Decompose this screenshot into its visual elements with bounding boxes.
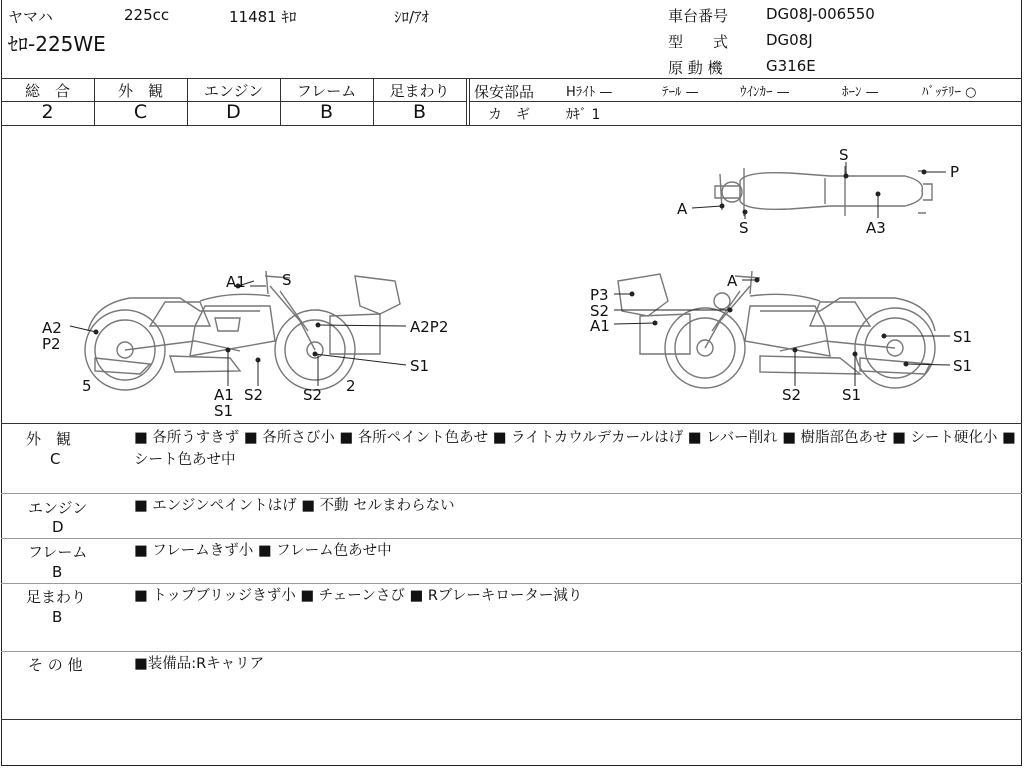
diagram-label: S1 xyxy=(410,357,430,375)
diagram-label: S1 xyxy=(842,386,862,404)
note-category-frame: フレーム xyxy=(28,543,88,561)
diagram-label: S1 xyxy=(953,357,973,375)
diagram-label: S2 xyxy=(244,386,264,404)
safety-tail: ﾃｰﾙ — xyxy=(662,85,699,100)
note-grade-frame: B xyxy=(52,563,63,581)
model-name: ｾﾛ-225WE xyxy=(8,32,106,56)
safety-battery: ﾊﾞｯﾃﾘｰ ○ xyxy=(922,85,977,100)
grade-value-suspension: B xyxy=(412,101,427,123)
key-label: カ ギ xyxy=(488,107,530,123)
diagram-label: A1 xyxy=(226,273,246,291)
divider xyxy=(1,719,1022,720)
diagram-label: A xyxy=(727,272,738,290)
note-text-exterior: ■ 各所うすきず ■ 各所さび小 ■ 各所ペイント色あせ ■ ライトカウルデカールはげ ■ レバー削れ ■ 樹脂部色あせ ■ シート硬化小 ■ シート色あせ中 xyxy=(134,430,1016,468)
type-label: 型 式 xyxy=(668,33,729,51)
grade-value-exterior: C xyxy=(133,101,148,123)
bike-top-view-icon xyxy=(715,166,932,216)
diagram-label: A xyxy=(677,200,688,218)
safety-horn: ﾎｰﾝ — xyxy=(842,85,879,100)
maker: ヤマハ xyxy=(8,8,53,26)
divider xyxy=(469,78,470,125)
diagram-label: S2 xyxy=(590,302,610,320)
note-text-frame: ■ フレームきず小 ■ フレーム色あせ中 xyxy=(134,543,392,559)
safety-label: 保安部品 xyxy=(474,83,535,101)
divider xyxy=(1,423,1022,424)
note-text-engine: ■ エンジンペイントはげ ■ 不動 セルまわらない xyxy=(134,498,455,514)
note-text-suspension: ■ トップブリッジきず小 ■ チェーンさび ■ Rブレーキローター減り xyxy=(134,588,583,604)
diagram-label: P2 xyxy=(42,335,61,353)
diagram-label: A1 xyxy=(590,317,610,335)
divider xyxy=(1,583,1022,584)
note-grade-suspension: B xyxy=(52,608,63,626)
diagram-label: S1 xyxy=(953,328,973,346)
note-category-engine: エンジン xyxy=(28,499,88,517)
grade-label-exterior: 外 観 xyxy=(117,82,163,100)
diagram-label: A1 xyxy=(214,386,234,404)
diagram-label: S xyxy=(282,271,292,289)
frame-no: DG08J-006550 xyxy=(766,5,875,23)
damage-diagram xyxy=(0,126,1024,423)
bike-right-side-icon xyxy=(618,271,935,388)
divider xyxy=(1,493,1022,494)
diagram-label: S xyxy=(839,146,849,164)
engine-value: G316E xyxy=(766,57,816,75)
diagram-label: S2 xyxy=(782,386,802,404)
safety-headlight: Hﾗｲﾄ — xyxy=(566,85,613,100)
diagram-label: A2P2 xyxy=(410,318,449,336)
diagram-label: S xyxy=(739,219,749,237)
mileage: 11481 ｷﾛ xyxy=(229,8,297,26)
grade-value-frame: B xyxy=(319,101,334,123)
diagram-label: P xyxy=(950,163,960,181)
note-category-exterior: 外 観 xyxy=(26,430,72,448)
body-color: ｼﾛ/ｱｵ xyxy=(394,8,430,26)
grade-value-overall: 2 xyxy=(41,101,54,123)
frame-no-label: 車台番号 xyxy=(668,7,729,25)
divider xyxy=(1,651,1022,652)
grade-value-engine: D xyxy=(226,101,241,123)
engine-label: 原 動 機 xyxy=(668,59,723,77)
grade-label-suspension: 足まわり xyxy=(389,82,450,100)
diagram-label: A3 xyxy=(866,219,886,237)
key-value: ｶｷﾞ 1 xyxy=(566,107,601,123)
divider xyxy=(466,78,467,125)
note-category-other: そ の 他 xyxy=(28,656,83,674)
grade-label-engine: エンジン xyxy=(203,82,264,100)
grade-label-overall: 総 合 xyxy=(24,82,70,100)
divider xyxy=(469,101,1022,102)
note-text-other: ■装備品:Rキャリア xyxy=(134,656,265,672)
displacement: 225cc xyxy=(124,6,170,24)
safety-winker: ｳｲﾝｶｰ — xyxy=(740,85,790,100)
type-value: DG08J xyxy=(766,31,813,49)
diagram-label: 2 xyxy=(346,377,356,395)
diagram-label: S1 xyxy=(214,402,234,420)
note-grade-exterior: C xyxy=(50,450,61,468)
diagram-label: S2 xyxy=(303,386,323,404)
diagram-label: 5 xyxy=(82,377,92,395)
divider xyxy=(1,538,1022,539)
note-category-suspension: 足まわり xyxy=(26,588,87,606)
diagram-label: A2 xyxy=(42,319,62,337)
diagram-label: P3 xyxy=(590,286,609,304)
grade-label-frame: フレーム xyxy=(296,82,357,100)
divider xyxy=(1,78,1022,79)
note-grade-engine: D xyxy=(52,518,64,536)
